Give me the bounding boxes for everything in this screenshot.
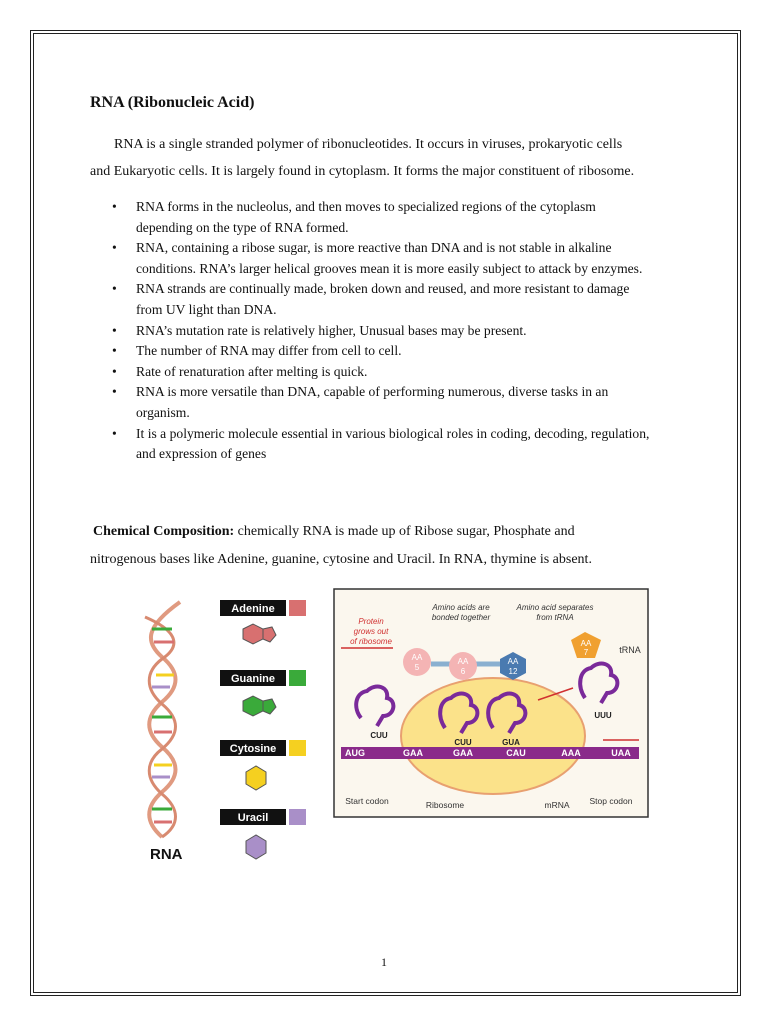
codon-aaa: AAA: [561, 748, 581, 758]
chem-line-1: [93, 518, 693, 545]
intro-line-1: [90, 131, 690, 158]
adenine-swatch: [289, 600, 306, 616]
adenine-structure-icon: [243, 624, 276, 644]
anticodon-1: CUU: [370, 731, 388, 740]
codon-uaa: UAA: [611, 748, 631, 758]
aa-separates-label-1: Amino acid separates: [516, 603, 594, 612]
mrna-label: mRNA: [544, 800, 570, 810]
bullet-dot: •: [112, 363, 117, 379]
codon-gaa-2: GAA: [453, 748, 473, 758]
cytosine-swatch: [289, 740, 306, 756]
codon-gaa-1: GAA: [403, 748, 423, 758]
ribosome-label: Ribosome: [425, 800, 465, 810]
aa-5-label: AA: [411, 653, 423, 662]
bullet-text: It is a polymeric molecule essential in various biological roles in coding, decoding, regulation, and expression of genes: [136, 425, 650, 462]
list-item: [112, 279, 652, 320]
bullet-dot: •: [112, 240, 117, 256]
aa-5-number: 5: [414, 663, 420, 672]
list-item: [112, 321, 652, 342]
guanine-structure-icon: [243, 696, 276, 716]
list-item: [112, 197, 652, 238]
bullet-dot: •: [112, 199, 117, 214]
list-item: [112, 362, 652, 383]
bullet-text: RNA’s mutation rate is relatively higher, Unusual bases may be present.: [136, 322, 527, 338]
cytosine-structure-icon: [246, 766, 266, 790]
page-number: 1: [381, 955, 387, 969]
protein-label-1: Protein: [358, 617, 384, 626]
aa-7-number: 7: [583, 648, 589, 657]
codon-aug: AUG: [345, 748, 365, 758]
mrna-strand: [341, 747, 639, 759]
chem-text-1: chemically RNA is made up of Ribose sugar, Phosphate and: [234, 524, 575, 539]
intro-line-2: and Eukaryotic cells. It is largely found in cytoplasm. It forms the major constituent of ribosome.: [90, 164, 635, 179]
aa-12-number: 12: [508, 667, 518, 676]
bullet-dot: •: [112, 322, 117, 338]
uracil-swatch: [289, 809, 306, 825]
aa-6-label: AA: [457, 657, 469, 666]
aa-bonded-label-1: Amino acids are: [432, 603, 490, 612]
aa-separates-label-2: from tRNA: [536, 613, 574, 622]
chem-heading: Chemical Composition:: [93, 524, 235, 539]
uracil-label: Uracil: [237, 812, 269, 824]
translation-diagram: [333, 588, 649, 818]
stop-codon-label: Stop codon: [589, 796, 633, 806]
bullet-text: The number of RNA may differ from cell to cell.: [136, 343, 402, 359]
anticodon-4: UUU: [594, 711, 612, 720]
bullet-list: [112, 197, 652, 465]
bullet-text: RNA, containing a ribose sugar, is more reactive than DNA and is not stable in alkaline conditions. RNA’s larger helical grooves mean it is more easily subject to attack by enzymes.: [136, 240, 643, 276]
bullet-text: RNA is more versatile than DNA, capable of performing numerous, diverse tasks in an organism.: [136, 384, 609, 420]
guanine-label: Guanine: [230, 673, 276, 685]
start-codon-label: Start codon: [345, 796, 389, 806]
protein-label-3: of ribosome: [350, 637, 392, 646]
aa-12-label: AA: [507, 657, 519, 666]
rna-helix-icon: [145, 602, 180, 837]
cytosine-label: Cytosine: [229, 743, 277, 755]
list-item: [112, 382, 652, 423]
rna-label: RNA: [150, 846, 183, 863]
list-item: [112, 341, 652, 362]
protein-label-2: grows out: [353, 627, 389, 636]
uracil-structure-icon: [246, 835, 266, 859]
anticodon-2: CUU: [454, 738, 472, 747]
chem-line-2: nitrogenous bases like Adenine, guanine, cytosine and Uracil. In RNA, thymine is absent.: [90, 552, 592, 567]
adenine-label: Adenine: [231, 603, 275, 615]
list-item: [112, 424, 652, 465]
trna-label: tRNA: [619, 645, 641, 655]
bullet-dot: •: [112, 425, 117, 441]
bullet-dot: •: [112, 384, 117, 400]
aa-7-label: AA: [580, 639, 592, 648]
bullet-text: RNA strands are continually made, broken down and reused, and more resistant to damage from UV light than DNA.: [136, 281, 630, 317]
aa-bonded-label-2: bonded together: [431, 613, 491, 622]
page-title: RNA (Ribonucleic Acid): [90, 94, 255, 111]
list-item: [112, 238, 652, 279]
bullet-dot: •: [112, 281, 117, 297]
codon-cau: CAU: [506, 748, 526, 758]
rna-bases-figure: [140, 597, 315, 867]
anticodon-3: GUA: [502, 738, 520, 747]
bullet-text: RNA forms in the nucleolus, and then moves to specialized regions of the cytoplasm depending on the type of RNA formed.: [136, 199, 596, 235]
bullet-dot: •: [112, 343, 117, 359]
bullet-text: Rate of renaturation after melting is quick.: [136, 363, 368, 379]
aa-6-number: 6: [460, 667, 466, 676]
ribosome-shape: [401, 678, 585, 794]
intro-text-1: RNA is a single stranded polymer of ribonucleotides. It occurs in viruses, prokaryotic cells: [114, 137, 623, 152]
guanine-swatch: [289, 670, 306, 686]
